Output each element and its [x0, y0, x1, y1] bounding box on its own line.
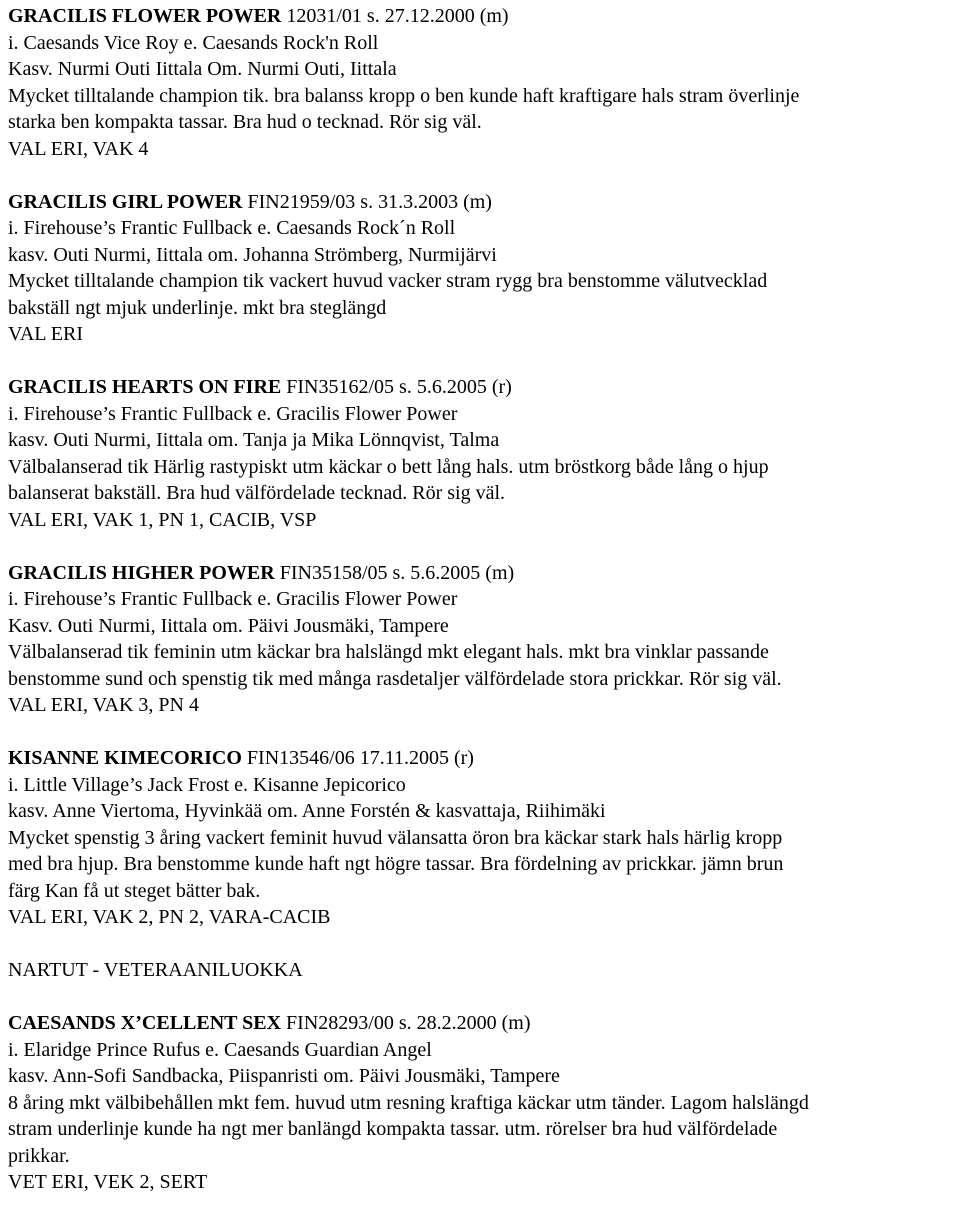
dog-name: GRACILIS HEARTS ON FIRE — [8, 376, 282, 398]
entry-header — [8, 745, 952, 772]
entry-header — [8, 560, 952, 587]
critique-line: bakställ ngt mjuk underlinje. mkt bra steglängd — [8, 296, 387, 319]
breeder-owner-line: Kasv. Nurmi Outi Iittala Om. Nurmi Outi, Iittala — [8, 58, 397, 80]
registration-info: FIN35158/05 s. 5.6.2005 (m) — [274, 561, 515, 584]
spacer — [8, 348, 952, 375]
breeder-owner-line: kasv. Outi Nurmi, Iittala om. Tanja ja Mika Lönnqvist, Talma — [8, 429, 500, 451]
pedigree-line: i. Little Village’s Jack Frost e. Kisanne Jepicorico — [8, 773, 406, 796]
dog-entry — [8, 374, 952, 533]
critique-line: starka ben kompakta tassar. Bra hud o tecknad. Rör sig väl. — [8, 111, 482, 133]
dog-name: GRACILIS FLOWER POWER — [8, 5, 282, 27]
entry-header — [8, 189, 952, 216]
spacer — [8, 984, 952, 1011]
pedigree-line: i. Firehouse’s Frantic Fullback e. Gracilis Flower Power — [8, 588, 458, 610]
spacer — [8, 533, 952, 560]
pedigree-line: i. Elaridge Prince Rufus e. Caesands Guardian Angel — [8, 1038, 432, 1061]
section-heading: NARTUT - VETERAANILUOKKA — [8, 959, 303, 981]
result-line: VAL ERI, VAK 1, PN 1, CACIB, VSP — [8, 508, 317, 531]
critique-line: Mycket tilltalande champion tik vackert huvud vacker stram rygg bra benstomme välutvecklad — [8, 270, 768, 292]
critique-line: Välbalanserad tik feminin utm käckar bra halslängd mkt elegant hals. mkt bra vinklar passande — [8, 641, 769, 663]
registration-info: FIN13546/06 17.11.2005 (r) — [241, 747, 474, 769]
entry-header — [8, 1010, 952, 1037]
critique-line: färg Kan få ut steget bätter bak. — [8, 879, 261, 902]
result-line: VAL ERI, VAK 3, PN 4 — [8, 694, 199, 716]
entry-header — [8, 374, 952, 401]
spacer — [8, 931, 952, 958]
critique-line: Mycket spenstig 3 åring vackert feminit huvud välansatta öron bra käckar stark hals härlig kropp — [8, 826, 783, 849]
dog-entry — [8, 745, 952, 931]
breeder-owner-line: kasv. Outi Nurmi, Iittala om. Johanna Strömberg, Nurmijärvi — [8, 243, 497, 266]
registration-info: FIN21959/03 s. 31.3.2003 (m) — [242, 190, 492, 213]
dog-entry — [8, 189, 952, 348]
dog-entry — [8, 1010, 952, 1196]
critique-line: 8 åring mkt välbibehållen mkt fem. huvud utm resning kraftiga käckar utm tänder. Lagom halslängd — [8, 1091, 809, 1114]
critique-line: benstomme sund och spenstig tik med många rasdetaljer välfördelade stora prickkar. Rör sig väl. — [8, 667, 782, 690]
result-line: VAL ERI, VAK 4 — [8, 137, 149, 160]
pedigree-line: i. Caesands Vice Roy e. Caesands Rock'n Roll — [8, 31, 379, 54]
critique-line: Mycket tilltalande champion tik. bra balanss kropp o ben kunde haft kraftigare hals stram överlinje — [8, 84, 800, 107]
result-line: VAL ERI — [8, 323, 83, 345]
critique-line: med bra hjup. Bra benstomme kunde haft ngt högre tassar. Bra fördelning av prickkar. jämn brun — [8, 853, 784, 875]
critique-line: Välbalanserad tik Härlig rastypiskt utm käckar o bett lång hals. utm bröstkorg både lång o hjup — [8, 455, 769, 478]
dog-entry — [8, 560, 952, 719]
spacer — [8, 719, 952, 746]
breeder-owner-line: Kasv. Outi Nurmi, Iittala om. Päivi Jousmäki, Tampere — [8, 614, 449, 637]
spacer — [8, 162, 952, 189]
critique-line: stram underlinje kunde ha ngt mer banlängd kompakta tassar. utm. rörelser bra hud välfördelade — [8, 1118, 778, 1140]
pedigree-line: i. Firehouse’s Frantic Fullback e. Gracilis Flower Power — [8, 402, 458, 425]
pedigree-line: i. Firehouse’s Frantic Fullback e. Caesands Rock´n Roll — [8, 217, 456, 239]
critique-line: prikkar. — [8, 1144, 70, 1167]
registration-info: 12031/01 s. 27.12.2000 (m) — [281, 5, 509, 27]
entry-header — [8, 3, 952, 30]
registration-info: FIN35162/05 s. 5.6.2005 (r) — [281, 376, 512, 398]
dog-name: GRACILIS GIRL POWER — [8, 190, 243, 213]
critique-line: balanserat bakställ. Bra hud välfördelade tecknad. Rör sig väl. — [8, 482, 506, 504]
registration-info: FIN28293/00 s. 28.2.2000 (m) — [281, 1012, 531, 1034]
result-line: VET ERI, VEK 2, SERT — [8, 1171, 208, 1193]
dog-entry — [8, 3, 952, 162]
breeder-owner-line: kasv. Anne Viertoma, Hyvinkää om. Anne Forstén & kasvattaja, Riihimäki — [8, 800, 606, 822]
result-line: VAL ERI, VAK 2, PN 2, VARA-CACIB — [8, 906, 331, 928]
dog-name: GRACILIS HIGHER POWER — [8, 561, 275, 584]
dog-name: KISANNE KIMECORICO — [8, 747, 242, 769]
dog-name: CAESANDS X’CELLENT SEX — [8, 1012, 282, 1034]
breeder-owner-line: kasv. Ann-Sofi Sandbacka, Piispanristi om. Päivi Jousmäki, Tampere — [8, 1065, 560, 1087]
